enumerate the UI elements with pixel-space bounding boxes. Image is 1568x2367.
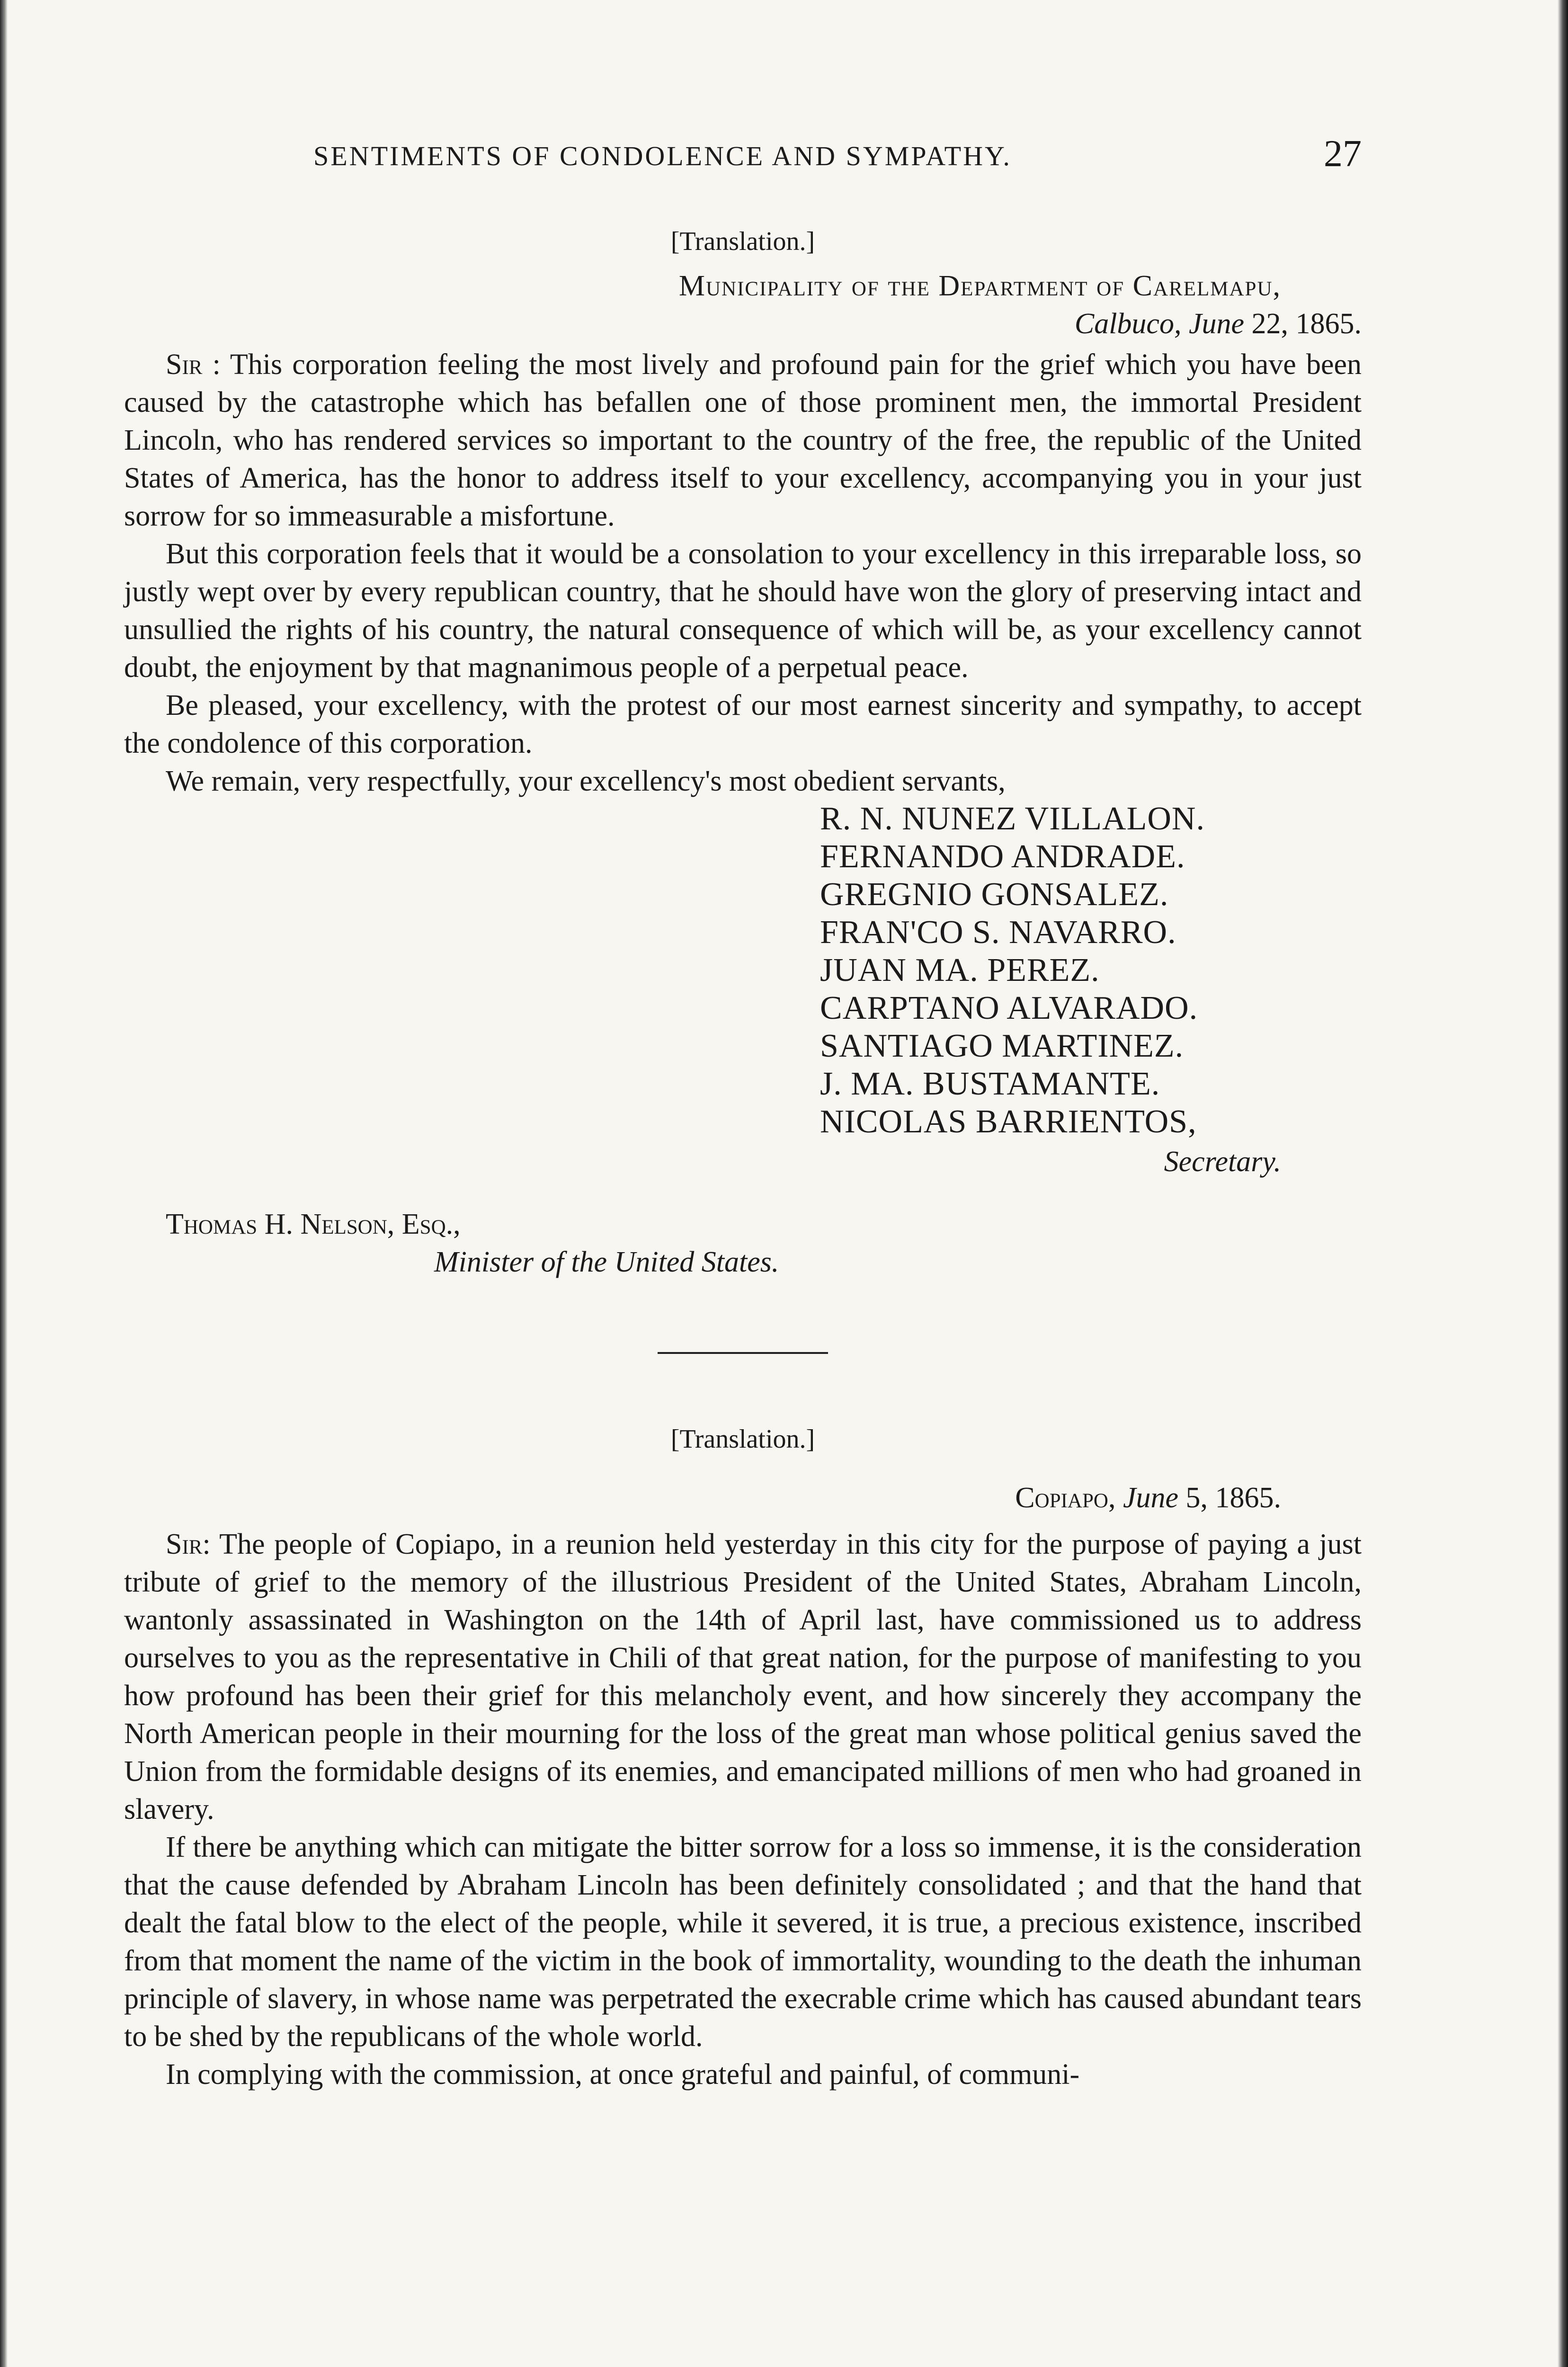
place-date-2	[124, 1479, 1362, 1517]
scan-left-edge	[0, 0, 8, 2367]
page-number: 27	[1324, 133, 1362, 175]
salutation-2: Sir:	[166, 1528, 211, 1560]
signature-line: FRAN'CO S. NAVARRO.	[820, 914, 1176, 951]
page-header	[124, 133, 1362, 185]
paragraph-7: In complying with the commission, at once grateful and painful, of communi-	[166, 2058, 1080, 2091]
signature-block	[820, 800, 1362, 1141]
signature-line: FERNANDO ANDRADE.	[820, 838, 1185, 875]
paragraph-5-text: The people of Copiapo, in a reunion held yesterday in this city for the purpose of paying a just tribute of grief to the memory of the illustrious President of the United States, Abraham Lincoln, wantonly assassinated in Washington on the 14th of April last, have commissioned us to address ourselves to you as the representative in Chili of that great nation, for the purpose of manifesting to you how profound has been their grief for this melancholy event, and how sincerely they accompany the North American people in their mourning for the loss of the great man whose political genius saved the Union from the formidable designs of its enemies, and emancipated millions of men who had groaned in slavery.	[124, 1528, 1362, 1825]
place-2: Copiapo,	[1015, 1482, 1116, 1514]
place-date-1	[124, 305, 1362, 343]
signature-line: SANTIAGO MARTINEZ.	[820, 1028, 1184, 1064]
scan-right-edge	[1558, 0, 1568, 2367]
signature-line: GREGNIO GONSALEZ.	[820, 876, 1169, 913]
date-rest-2: 5, 1865.	[1185, 1482, 1281, 1514]
signature-line: CARPTANO ALVARADO.	[820, 990, 1198, 1026]
paragraph-1-text: This corporation feeling the most lively and profound pain for the grief which you have been caused by the catastrophe which has befallen one of those prominent men, the immortal President Lincoln, who has rendered services so important to the country of the free, the republic of the United States of America, has the honor to address itself to your excellency, accompanying you in your just sorrow for so immeasurable a misfortune.	[124, 348, 1362, 532]
date-month-2: June	[1123, 1482, 1178, 1514]
paragraph-6: If there be anything which can mitigate the bitter sorrow for a loss so immense, it is the consideration that the cause defended by Abraham Lincoln has been definitely consolidated ; and that the hand that dealt the fatal blow to the elect of the people, while it severed, it is true, a precious existence, inscribed from that moment the name of the victim in the book of immortality, wounding to the death the inhuman principle of slavery, in whose name was perpetrated the execrable crime which has caused abundant tears to be shed by the republicans of the whole world.	[124, 1831, 1362, 2053]
document-page	[124, 0, 1362, 2367]
section-divider	[658, 1352, 828, 1354]
page-body	[124, 222, 1362, 2093]
signature-line: NICOLAS BARRIENTOS,	[820, 1103, 1197, 1140]
paragraph-3: Be pleased, your excellency, with the protest of our most earnest sincerity and sympathy, to accept the condolence of this corporation.	[124, 689, 1362, 759]
translation-note-2: [Translation.]	[670, 1424, 815, 1454]
addressee-name: Thomas H. Nelson, Esq.,	[166, 1208, 461, 1240]
paragraph-5	[124, 1525, 1362, 1828]
place-1: Calbuco,	[1074, 308, 1182, 340]
addressee-title: Minister of the United States.	[434, 1246, 779, 1278]
salutation-1: Sir :	[166, 348, 221, 381]
running-head: SENTIMENTS OF CONDOLENCE AND SYMPATHY.	[313, 141, 1012, 171]
signature-line: J. MA. BUSTAMANTE.	[820, 1066, 1160, 1102]
date-rest-1: 22, 1865.	[1251, 308, 1362, 340]
translation-note-1: [Translation.]	[670, 227, 815, 256]
date-month-1: June	[1188, 308, 1244, 340]
paragraph-2: But this corporation feels that it would be a consolation to your excellency in this irreparable loss, so justly wept over by every republican country, that he should have won the glory of preserving intact and unsullied the rights of his country, the natural consequence of which will be, as your excellency cannot doubt, the enjoyment by that magnanimous people of a perpetual peace.	[124, 538, 1362, 684]
signature-line: R. N. NUNEZ VILLALON.	[820, 801, 1205, 837]
paragraph-4: We remain, very respectfully, your excellency's most obedient servants,	[166, 765, 1006, 797]
signature-line: JUAN MA. PEREZ.	[820, 952, 1100, 988]
paragraph-1	[124, 346, 1362, 535]
sender-heading: Municipality of the Department of Carelmapu,	[678, 270, 1281, 302]
secretary-title: Secretary.	[1164, 1146, 1281, 1178]
